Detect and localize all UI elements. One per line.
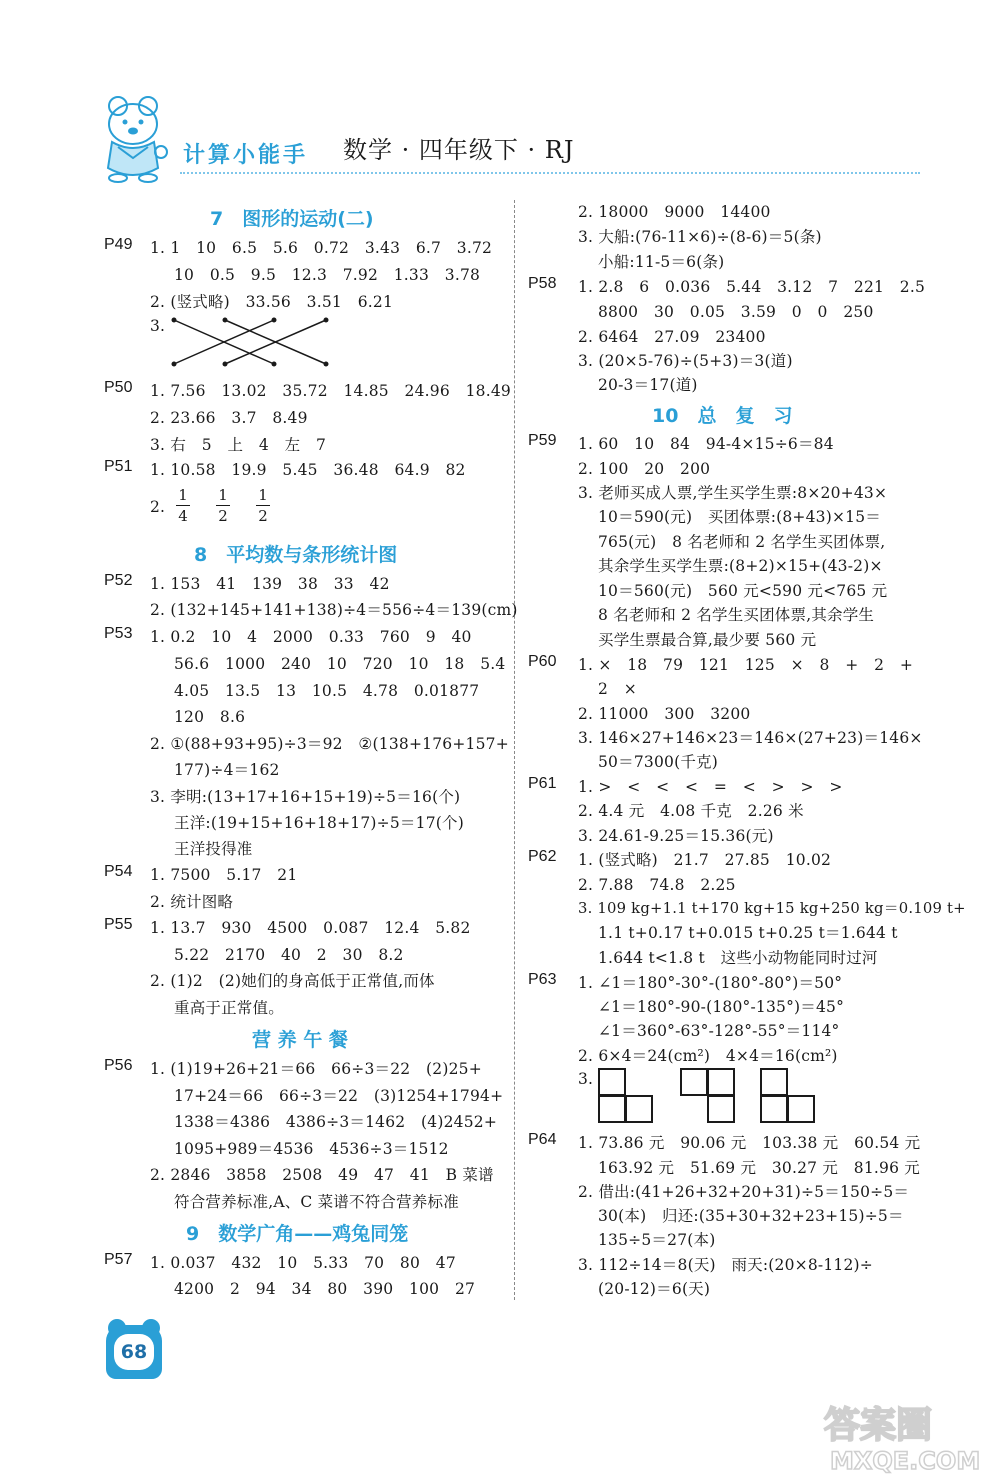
fraction: [176, 486, 190, 525]
fraction-numerator: 1: [218, 486, 228, 504]
answer-line: 3. 李明:(13+17+16+15+19)÷5＝16(个): [150, 788, 461, 806]
answer-line: 2. 11000 300 3200: [578, 705, 751, 723]
brand-title: 计算小能手: [183, 143, 309, 168]
answer-line: 2.: [150, 498, 166, 516]
page-label: P49: [104, 236, 133, 253]
fraction-numerator: 1: [258, 486, 268, 504]
answer-line: 其余学生买学生票:(8+2)×15+(43-2)×: [598, 557, 883, 575]
answer-line: 1. 60 10 84 94-4×15÷6＝84: [578, 435, 834, 453]
answer-line: 3.: [578, 1070, 594, 1088]
answer-line: 1. (竖式略) 21.7 27.85 10.02: [578, 851, 832, 869]
answer-line: 重高于正常值。: [174, 999, 284, 1017]
subject-title: 数学 · 四年级下 · RJ: [343, 136, 575, 164]
answer-line: 2. 7.88 74.8 2.25: [578, 876, 736, 894]
answer-line: 177)÷4＝162: [174, 761, 280, 779]
answer-line: 1338＝4386 4386÷3＝1462 (4)2452+: [174, 1113, 498, 1131]
answer-line: 2. 6464 27.09 23400: [578, 328, 766, 346]
answer-line: 50＝7300(千克): [598, 753, 718, 771]
answer-line: 2. 100 20 200: [578, 460, 711, 478]
page-label: P63: [528, 971, 557, 988]
bear-mascot-icon: [96, 92, 170, 184]
answer-line: 1. 2.8 6 0.036 5.44 3.12 7 221 2.5: [578, 278, 926, 296]
page-label: P52: [104, 572, 133, 589]
answer-line: 1. × 18 79 121 125 × 8 + 2 +: [578, 656, 914, 674]
answer-line: 买学生票最合算,最少要 560 元: [598, 631, 817, 649]
header-dotted-line: [180, 172, 920, 174]
answer-line: 1. 1 10 6.5 5.6 0.72 3.43 6.7 3.72: [150, 239, 493, 257]
page-label: P50: [104, 379, 133, 396]
watermark-text: 答案圈: [824, 1405, 933, 1446]
answer-line: 1095+989＝4536 4536÷3＝1512: [174, 1140, 449, 1158]
answer-line: 3. (20×5-76)÷(5+3)＝3(道): [578, 352, 793, 370]
answer-line: 3. 大船:(76-11×6)÷(8-6)＝5(条): [578, 228, 822, 246]
section-title: 营 养 午 餐: [252, 1029, 348, 1051]
fraction-denominator: 4: [178, 507, 188, 525]
page-label: P55: [104, 916, 133, 933]
answer-line: 120 8.6: [174, 708, 246, 726]
answer-line: 2. 23.66 3.7 8.49: [150, 409, 308, 427]
answer-line: 1. ∠1＝180°-30°-(180°-80°)＝50°: [578, 974, 843, 992]
answer-line: 1.1 t+0.17 t+0.015 t+0.25 t＝1.644 t: [598, 924, 898, 942]
answer-line: 2. 18000 9000 14400: [578, 203, 771, 221]
column-divider: [514, 200, 515, 1300]
watermark-logo: [820, 1395, 990, 1475]
answer-line: 3. 112÷14＝8(天) 雨天:(20×8-112)÷: [578, 1256, 873, 1274]
answer-line: 2. 借出:(41+26+32+20+31)÷5＝150÷5＝: [578, 1183, 910, 1201]
answer-line: 3. 老师买成人票,学生买学生票:8×20+43×: [578, 484, 888, 502]
answer-line: 3. 146×27+146×23＝146×(27+23)＝146×: [578, 729, 923, 747]
answer-line: 2. (1)2 (2)她们的身高低于正常值,而体: [150, 972, 435, 990]
fraction: [216, 486, 230, 525]
page-label: P61: [528, 775, 557, 792]
answer-line: 1. > < < < = < > > >: [578, 778, 843, 796]
matching-lines-diagram: [170, 312, 332, 370]
watermark-url: MXQE.COM: [830, 1447, 981, 1475]
answer-line: ∠1＝360°-63°-128°-55°＝114°: [598, 1022, 840, 1040]
answer-line: 1. 0.037 432 10 5.33 70 80 47: [150, 1254, 456, 1272]
answer-line: 10＝560(元) 560 元<590 元<765 元: [598, 582, 888, 600]
fraction-denominator: 2: [258, 507, 268, 525]
answer-line: 1. (1)19+26+21＝66 66÷3＝22 (2)25+: [150, 1060, 482, 1078]
answer-line: 1. 153 41 139 38 33 42: [150, 575, 390, 593]
answer-line: 王洋投得准: [174, 840, 253, 858]
answer-line: 10＝590(元) 买团体票:(8+43)×15＝: [598, 508, 882, 526]
answer-line: 3.: [150, 317, 166, 335]
fraction-denominator: 2: [218, 507, 228, 525]
section-title: 10 总 复 习: [652, 405, 793, 427]
answer-line: 1. 7500 5.17 21: [150, 866, 298, 884]
answer-line: 3. 右 5 上 4 左 7: [150, 436, 327, 454]
answer-line: 2. (竖式略) 33.56 3.51 6.21: [150, 293, 394, 311]
answer-line: 1. 7.56 13.02 35.72 14.85 24.96 18.49: [150, 382, 511, 400]
answer-line: 1. 0.2 10 4 2000 0.33 760 9 40: [150, 628, 472, 646]
section-title: 8 平均数与条形统计图: [194, 544, 398, 566]
answer-line: (20-12)＝6(天): [598, 1280, 711, 1298]
answer-line: 30(本) 归还:(35+30+32+23+15)÷5＝: [598, 1207, 904, 1225]
fraction-numerator: 1: [178, 486, 188, 504]
answer-line: 5.22 2170 40 2 30 8.2: [174, 946, 404, 964]
answer-line: 1. 73.86 元 90.06 元 103.38 元 60.54 元: [578, 1134, 921, 1152]
answer-line: 2. ①(88+93+95)÷3＝92 ②(138+176+157+: [150, 735, 509, 753]
answer-line: 1. 10.58 19.9 5.45 36.48 64.9 82: [150, 461, 466, 479]
answer-line: 8800 30 0.05 3.59 0 0 250: [598, 303, 874, 321]
page-header: [0, 0, 1000, 190]
answer-line: 17+24＝66 66÷3＝22 (3)1254+1794+: [174, 1087, 504, 1105]
page-number-badge: [106, 1325, 162, 1379]
answer-line: 163.92 元 51.69 元 30.27 元 81.96 元: [598, 1159, 920, 1177]
page-label: P59: [528, 432, 557, 449]
answer-line: 1. 13.7 930 4500 0.087 12.4 5.82: [150, 919, 471, 937]
answer-line: 135÷5＝27(本): [598, 1231, 716, 1249]
answer-line: 3. 109 kg+1.1 t+170 kg+15 kg+250 kg＝0.109 t+: [578, 900, 966, 917]
answer-line: 2. 2846 3858 2508 49 47 41 B 菜谱: [150, 1166, 494, 1184]
answer-line: 56.6 1000 240 10 720 10 18 5.4: [174, 655, 506, 673]
page-label: P53: [104, 625, 133, 642]
page-label: P51: [104, 458, 133, 475]
answer-line: 2. 6×4＝24(cm²) 4×4＝16(cm²): [578, 1047, 838, 1065]
answer-line: 2 ×: [598, 680, 637, 698]
page-label: P54: [104, 863, 133, 880]
answer-line: 765(元) 8 名老师和 2 名学生买团体票,: [598, 533, 886, 551]
answer-line: 2. 4.4 元 4.08 千克 2.26 米: [578, 802, 804, 820]
answer-line: ∠1＝180°-90-(180°-135°)＝45°: [598, 998, 845, 1016]
page-label: P58: [528, 275, 557, 292]
answer-line: 1.644 t<1.8 t 这些小动物能同时过河: [598, 949, 878, 967]
answer-line: 4200 2 94 34 80 390 100 27: [174, 1280, 476, 1298]
answer-line: 符合营养标准,A、C 菜谱不符合营养标准: [174, 1193, 459, 1211]
fraction: [256, 486, 270, 525]
answer-line: 8 名老师和 2 名学生买团体票,其余学生: [598, 606, 875, 624]
answer-line: 4.05 13.5 13 10.5 4.78 0.01877: [174, 682, 480, 700]
answer-line: 20-3＝17(道): [598, 376, 698, 394]
page-number: 68: [114, 1334, 154, 1370]
answer-line: 小船:11-5＝6(条): [598, 253, 725, 271]
answer-line: 王洋:(19+15+16+18+17)÷5＝17(个): [174, 814, 464, 832]
page-label: P56: [104, 1057, 133, 1074]
section-title: 7 图形的运动(二): [210, 208, 374, 230]
answer-line: 10 0.5 9.5 12.3 7.92 1.33 3.78: [174, 266, 481, 284]
page-label: P60: [528, 653, 557, 670]
square-grid-figures: [598, 1068, 820, 1126]
page-label: P57: [104, 1251, 133, 1268]
section-title: 9 数学广角——鸡兔同笼: [186, 1223, 409, 1245]
answer-line: 3. 24.61-9.25＝15.36(元): [578, 827, 774, 845]
answer-line: 2. (132+145+141+138)÷4＝556÷4＝139(cm): [150, 601, 518, 619]
answer-line: 2. 统计图略: [150, 893, 234, 911]
page-label: P64: [528, 1131, 557, 1148]
page-label: P62: [528, 848, 557, 865]
